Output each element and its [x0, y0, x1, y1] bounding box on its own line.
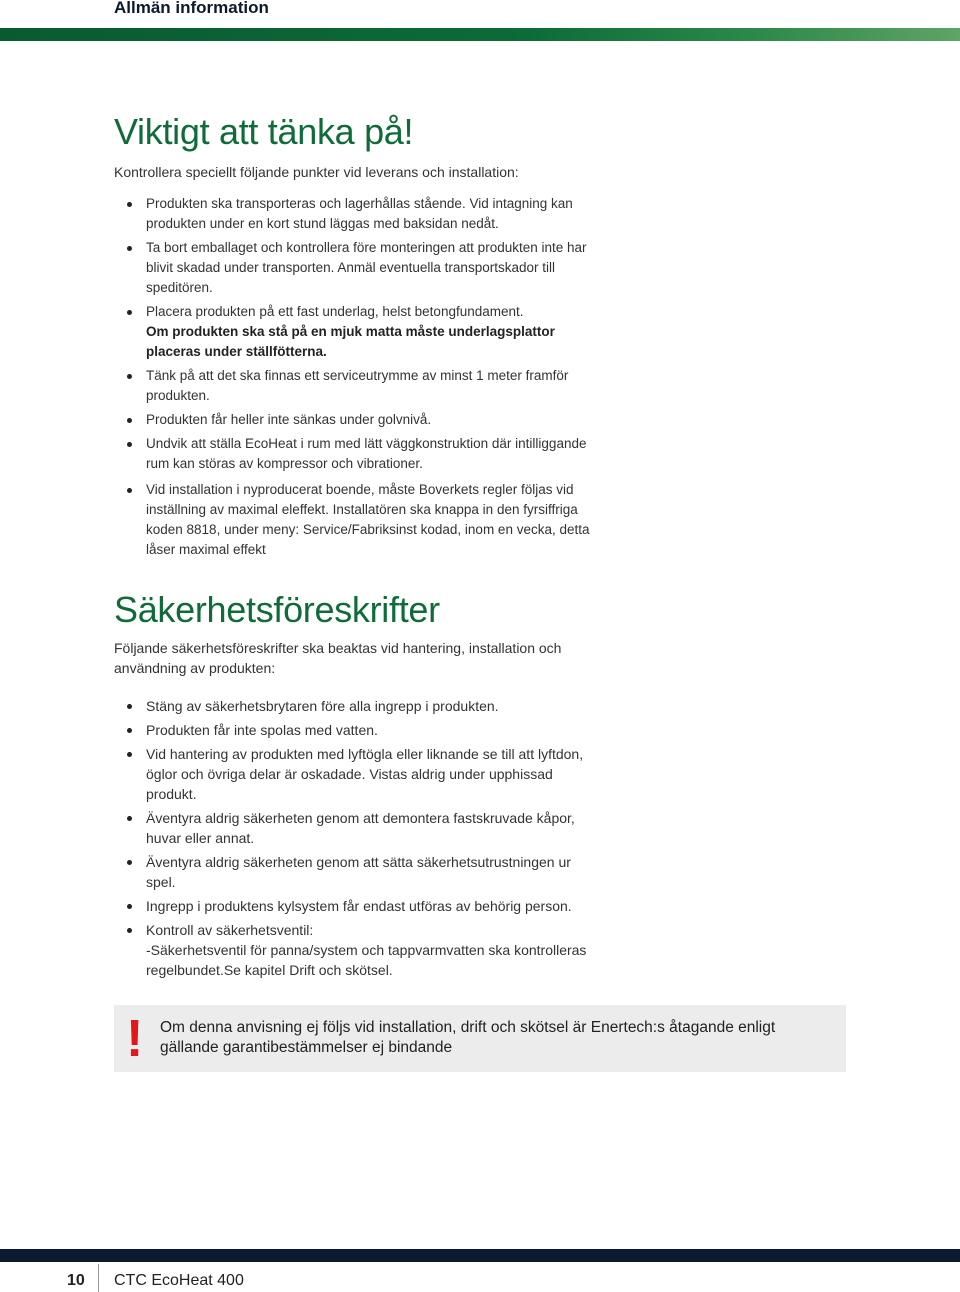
bullet-icon	[127, 704, 132, 709]
page-number: 10	[67, 1272, 85, 1289]
list-item	[114, 696, 594, 716]
list-item-text: Äventyra aldrig säkerheten genom att demontera fastskruvade kåpor, huvar eller annat.	[146, 810, 575, 846]
section-title-important: Viktigt att tänka på!	[114, 111, 414, 152]
list-item	[114, 720, 594, 740]
list-item	[114, 920, 594, 980]
list-item	[114, 238, 594, 298]
list-item-text: Produkten får heller inte sänkas under golvnivå.	[146, 412, 432, 427]
list-item-text: Äventyra aldrig säkerheten genom att sätta säkerhetsutrustningen ur spel.	[146, 854, 571, 890]
important-list	[114, 194, 594, 560]
list-item-text-line2: -Säkerhetsventil för panna/system och tappvarmvatten ska kontrolleras regelbundet.Se kapitel Drift och skötsel.	[146, 942, 587, 978]
section-important	[114, 112, 594, 564]
list-item-text: Kontroll av säkerhetsventil:	[146, 922, 314, 938]
warning-box	[114, 1005, 846, 1072]
list-item-text: Ta bort emballaget och kontrollera före monteringen att produkten inte har blivit skadad under transporten. Anmäl eventuella transportskador till speditören.	[146, 240, 587, 295]
bullet-icon	[127, 202, 132, 207]
list-item-bold-text: Om produkten ska stå på en mjuk matta måste underlagsplattor placeras under ställfötterna.	[146, 324, 555, 359]
section-title-safety: Säkerhetsföreskrifter	[114, 589, 440, 630]
bullet-icon	[127, 374, 132, 379]
list-item	[114, 896, 594, 916]
bullet-icon	[127, 310, 132, 315]
header-title: Allmän information	[114, 0, 269, 17]
footer-divider	[98, 1264, 99, 1292]
list-item-text: Produkten ska transporteras och lagerhållas stående. Vid intagning kan produkten under en kort stund läggas med baksidan nedåt.	[146, 196, 573, 231]
list-item	[114, 480, 594, 560]
list-item	[114, 194, 594, 234]
list-item	[114, 852, 594, 892]
bullet-icon	[127, 728, 132, 733]
list-item-text: Stäng av säkerhetsbrytaren före alla ingrepp i produkten.	[146, 698, 499, 714]
list-item-text: Vid hantering av produkten med lyftögla eller liknande se till att lyftdon, öglor och övriga delar är oskadade. Vistas aldrig under upphissad produkt.	[146, 746, 584, 802]
header-bar	[0, 28, 960, 41]
list-item-text: Undvik att ställa EcoHeat i rum med lätt väggkonstruktion där intilliggande rum kan störas av kompressor och vibrationer.	[146, 436, 587, 471]
list-item	[114, 808, 594, 848]
list-item-text: Produkten får inte spolas med vatten.	[146, 722, 378, 738]
list-item	[114, 366, 594, 406]
section-intro-safety: Följande säkerhetsföreskrifter ska beaktas vid hantering, installation och användning av produkten:	[114, 640, 562, 676]
bullet-icon	[127, 860, 132, 865]
warning-text: Om denna anvisning ej följs vid installation, drift och skötsel är Enertech:s åtagande enligt gällande garantibestämmelser ej bindande	[160, 1019, 776, 1056]
list-item	[114, 302, 594, 362]
section-safety	[114, 590, 594, 984]
bullet-icon	[127, 752, 132, 757]
bullet-icon	[127, 442, 132, 447]
list-item	[114, 434, 594, 474]
bullet-icon	[127, 418, 132, 423]
list-item-text: Placera produkten på ett fast underlag, helst betongfundament.	[146, 304, 524, 319]
section-intro-important: Kontrollera speciellt följande punkter vid leverans och installation:	[114, 164, 519, 180]
bullet-icon	[127, 928, 132, 933]
bullet-icon	[127, 904, 132, 909]
safety-list	[114, 696, 594, 980]
warning-icon: !	[126, 1010, 144, 1068]
bullet-icon	[127, 246, 132, 251]
list-item	[114, 744, 594, 804]
list-item	[114, 410, 594, 430]
bullet-icon	[127, 488, 132, 493]
footer-product-name: CTC EcoHeat 400	[114, 1272, 244, 1289]
list-item-text: Ingrepp i produktens kylsystem får endast utföras av behörig person.	[146, 898, 572, 914]
list-item-text: Vid installation i nyproducerat boende, måste Boverkets regler följas vid inställning av maximal eleffekt. Installatören ska knappa in den fyrsiffriga koden 8818, under meny: Service/Fabriksinst kodad, inom en vecka, detta låser maximal effekt	[146, 482, 590, 557]
bullet-icon	[127, 816, 132, 821]
list-item-text: Tänk på att det ska finnas ett serviceutrymme av minst 1 meter framför produkten.	[146, 368, 569, 403]
